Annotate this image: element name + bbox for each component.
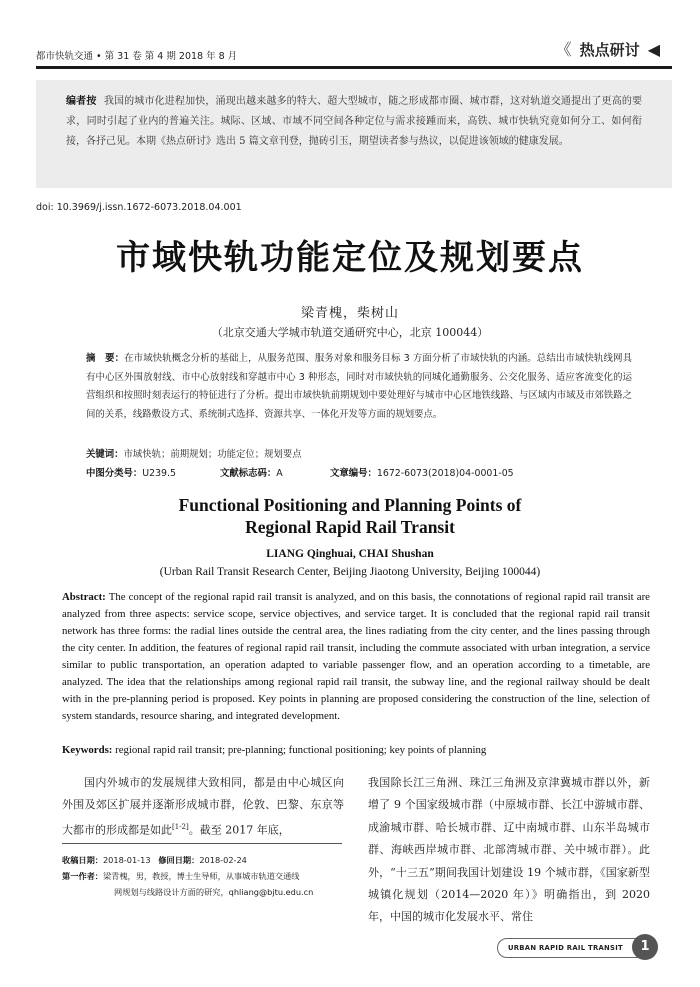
- abstract-en-label: Abstract:: [62, 591, 106, 603]
- section-title: 热点研讨: [579, 41, 640, 59]
- footnote: [62, 852, 352, 900]
- first-author-line2: 网规划与线路设计方面的研究，qhliang@bjtu.edu.cn: [114, 887, 314, 897]
- body-text-left: [62, 772, 344, 842]
- received-label: 收稿日期：: [62, 855, 103, 865]
- received-date: 2018-01-13: [102, 855, 151, 865]
- abstract-en-text: The concept of the regional rapid rail transit is analyzed, and on this basis, the connotations of regional rapid rail transit are analyzed from three aspects: service scope, service objectives, and service target. It is concluded that the regional rapid rail transit network has three forms: the radial lines outside the central area, the lines radiating from the city center, and the lines passing through the city center. In addition, the features of regional rapid rail transit, including the commute associated with urban integration, a service similar to public transportation, an operation adapted to variable passenger flow, and an operation according to a timetable, are analyzed. The idea that the relationships among regional rapid rail transit, the subway line, and the regional railway should be dealt with in the pre-planning period is proposed. Key points in planning are proposed considering the construction of the line, selection of system standards, resource sharing, and integrated development.: [62, 591, 650, 722]
- reference-citation[interactable]: [1-2]: [172, 823, 189, 831]
- doc-code-value: A: [276, 468, 283, 479]
- affiliation-en: (Urban Rail Transit Research Center, Beijing Jiaotong University, Beijing 100044): [159, 566, 541, 578]
- classification-row: [86, 465, 632, 479]
- doc-code-label: 文献标志码：: [220, 468, 277, 479]
- article-title-cn: 市域快轨功能定位及规划要点: [116, 238, 584, 278]
- article-number-value: 1672-6073(2018)04-0001-05: [376, 468, 514, 479]
- abstract-cn-text: 在市域快轨概念分析的基础上，从服务范围、服务对象和服务目标 3 方面分析了市域快轨的内涵。总结出市域快轨线网具有中心区外围放射线、市中心放射线和穿越市中心 3 种形态，同时对市域快轨的同城化通勤服务、公交化服务、适应客流变化的运营组织和按照时刻表运行的特征进行了分析。提出市域快轨前期规划中要处理好与城市中心区地铁线路、与区域内市域及市郊铁路之间的关系，线路敷设方式、系统制式选择、资源共享、一体化开发等方面的规划要点。: [86, 353, 632, 420]
- keywords-en: [62, 744, 486, 756]
- title-en-line2: Regional Rapid Rail Transit: [245, 517, 455, 537]
- keywords-cn-label: 关键词：: [86, 449, 124, 460]
- body-text-right: 我国除长江三角洲、珠江三角洲及京津冀城市群以外，新增了 9 个国家级城市群（中原城市群、长江中游城市群、成渝城市群、哈长城市群、辽中南城市群、山东半岛城市群、海峡西岸城市群、北部湾城市群、关中城市群）。此外，“十三五”期间我国计划建设 19 个城市群，《国家新型城镇化规划（2014—2020 年）》明确指出，到 2020 年，中国的城市化发展水平、常住: [368, 776, 650, 924]
- abstract-cn-label: 摘 要：: [86, 353, 125, 364]
- clc-label: 中图分类号：: [86, 468, 143, 479]
- page-number: 1: [632, 934, 658, 960]
- editor-note-box: [36, 80, 672, 188]
- first-author-line1: 梁青槐，男，教授，博士生导师，从事城市轨道交通线: [102, 871, 300, 881]
- authors-en: LIANG Qinghuai, CHAI Shushan: [266, 548, 434, 560]
- keywords-en-text: regional rapid rail transit; pre-planning; functional positioning; key points of planning: [115, 744, 487, 756]
- title-en-line1: Functional Positioning and Planning Points of: [178, 495, 522, 515]
- journal-issue-line: 都市快轨交通 • 第 31 卷 第 4 期 2018 年 8 月: [36, 51, 238, 62]
- keywords-cn: [86, 446, 302, 460]
- footer-journal-name: URBAN RAPID RAIL TRANSIT: [497, 938, 650, 958]
- keywords-en-label: Keywords:: [62, 744, 113, 756]
- body-left-pre: 国内外城市的发展规律大致相同，都是由中心城区向外围及郊区扩展并逐渐形成城市群，伦敦、巴黎、东京等大都市的形成都是如此: [62, 776, 344, 837]
- keywords-cn-text: 市域快轨；前期规划；功能定位；规划要点: [123, 449, 302, 460]
- article-number-label: 文章编号：: [330, 468, 377, 479]
- body-left-post: 。截至 2017 年底，: [188, 823, 290, 837]
- double-chevron-icon: 《: [555, 40, 572, 59]
- first-author-label: 第一作者：: [62, 871, 103, 881]
- triangle-left-icon: ◀: [647, 40, 660, 59]
- header-rule: [36, 66, 672, 69]
- clc-value: U239.5: [142, 468, 176, 479]
- editor-note-text: 我国的城市化进程加快，涌现出越来越多的特大、超大型城市，随之形成都市圈、城市群，这对轨道交通提出了更高的要求，同时引起了业内的普遍关注。城际、区域、市域不同空间各种定位与需求接踵而来，高铁、城市快轨究竟如何分工、如何衔接，各抒己见。本期《热点研讨》选出 5 篇文章刊登，抛砖引玉，期望读者参与热议，以促进该领域的健康发展。: [66, 96, 643, 147]
- article-title-en: [0, 494, 700, 538]
- revised-date: 2018-02-24: [199, 855, 247, 865]
- footnote-rule: [62, 843, 342, 844]
- abstract-cn: [86, 350, 632, 424]
- revised-label: 修回日期：: [158, 855, 200, 865]
- abstract-en: [62, 589, 650, 725]
- editor-note-label: 编者按: [66, 96, 97, 107]
- section-header: [556, 37, 660, 60]
- affiliation-cn: （北京交通大学城市轨道交通研究中心，北京 100044）: [211, 326, 489, 339]
- doi-line: doi: 10.3969/j.issn.1672-6073.2018.04.001: [36, 202, 242, 213]
- authors-cn: 梁青槐，柴树山: [300, 306, 399, 321]
